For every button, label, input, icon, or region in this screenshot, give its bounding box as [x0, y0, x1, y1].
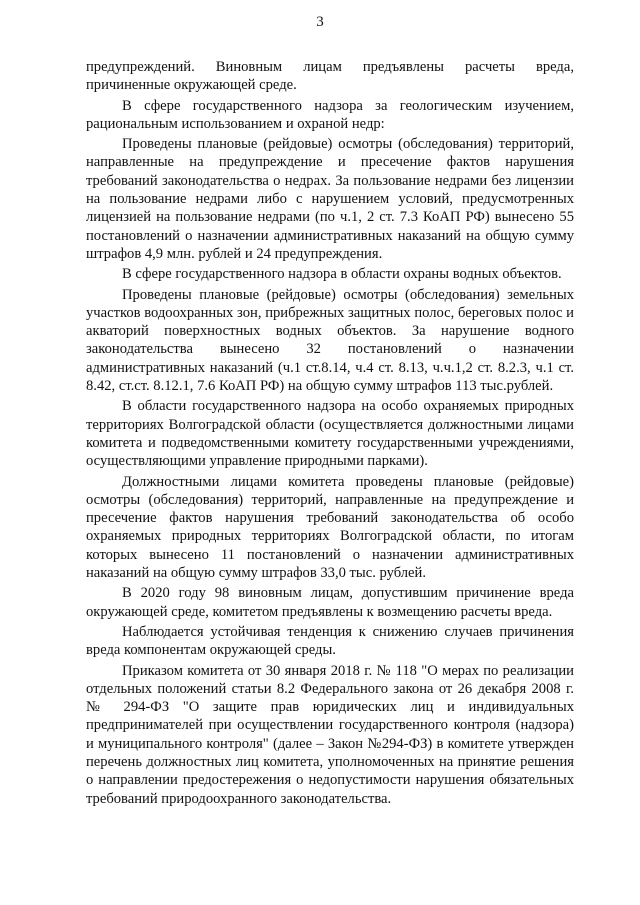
paragraph: В 2020 году 98 виновным лицам, допустившим причинение вреда окружающей среде, комитетом предъявлены к возмещению расчеты вреда. [86, 585, 574, 620]
paragraph: В сфере государственного надзора в области охраны водных объектов. [122, 266, 562, 283]
page-number: 3 [316, 14, 324, 30]
paragraph: Приказом комитета от 30 января 2018 г. № 118 "О мерах по реализации отдельных положений статьи 8.2 Федерального закона от 26 декабря 2008 г. № 294-ФЗ "О защите прав юридических лиц и индивидуальных предпринимателей при осуществлении государственного контроля (надзора) и муниципального контроля" (далее – Закон №294-ФЗ) в комитете утвержден перечень должностных лиц комитета, уполномоченных на принятие решения о направлении предостережения о недопустимости нарушения обязательных требований природоохранного законодательства. [86, 662, 574, 807]
paragraph: Наблюдается устойчивая тенденция к снижению случаев причинения вреда компонентам окружающей среды. [86, 623, 574, 659]
paragraph: предупреждений. Виновным лицам предъявлены расчеты вреда, причиненные окружающей среде. [86, 59, 574, 94]
paragraph: Проведены плановые (рейдовые) осмотры (обследования) территорий, направленные на предупреждение и пресечение фактов нарушения требований законодательства о недрах. За пользование недрами без лицензии на пользование недрами либо с нарушением условий, предусмотренных лицензией на пользование недрами (по ч.1, 2 ст. 7.3 КоАП РФ) вынесено 55 постановлений о назначении административных наказаний на общую сумму штрафов 4,9 млн. рублей и 24 предупреждения. [86, 136, 574, 262]
document-body [86, 58, 574, 810]
paragraph: В сфере государственного надзора за геологическим изучением, рациональным использованием и охраной недр: [86, 97, 574, 132]
paragraph: Должностными лицами комитета проведены плановые (рейдовые) осмотры (обследования) территорий, направленные на предупреждение и пресечение фактов нарушения требований законодательства об особо охраняемых природных территориях Волгоградской области, по итогам которых вынесено 11 постановлений о назначении административных наказаний на общую сумму штрафов 33,0 тыс. рублей. [86, 473, 574, 582]
paragraph: В области государственного надзора на особо охраняемых природных территориях Волгоградской области (осуществляется должностными лицами комитета и подведомственными комитету государственными учреждениями, осуществляющими управление природными парками). [86, 398, 574, 470]
paragraph: Проведены плановые (рейдовые) осмотры (обследования) земельных участков водоохранных зон, прибрежных защитных полос, береговых полос и акваторий поверхностных водных объектов. За нарушение водного законодательства вынесено 32 постановлений о назначении административных наказаний (ч.1 ст.8.14, ч.4 ст. 8.13, ч.ч.1,2 ст. 8.2.3, ч.1 ст. 8.42, ст.ст. 8.12.1, 7.6 КоАП РФ) на общую сумму штрафов 113 тыс.рублей. [86, 286, 574, 395]
